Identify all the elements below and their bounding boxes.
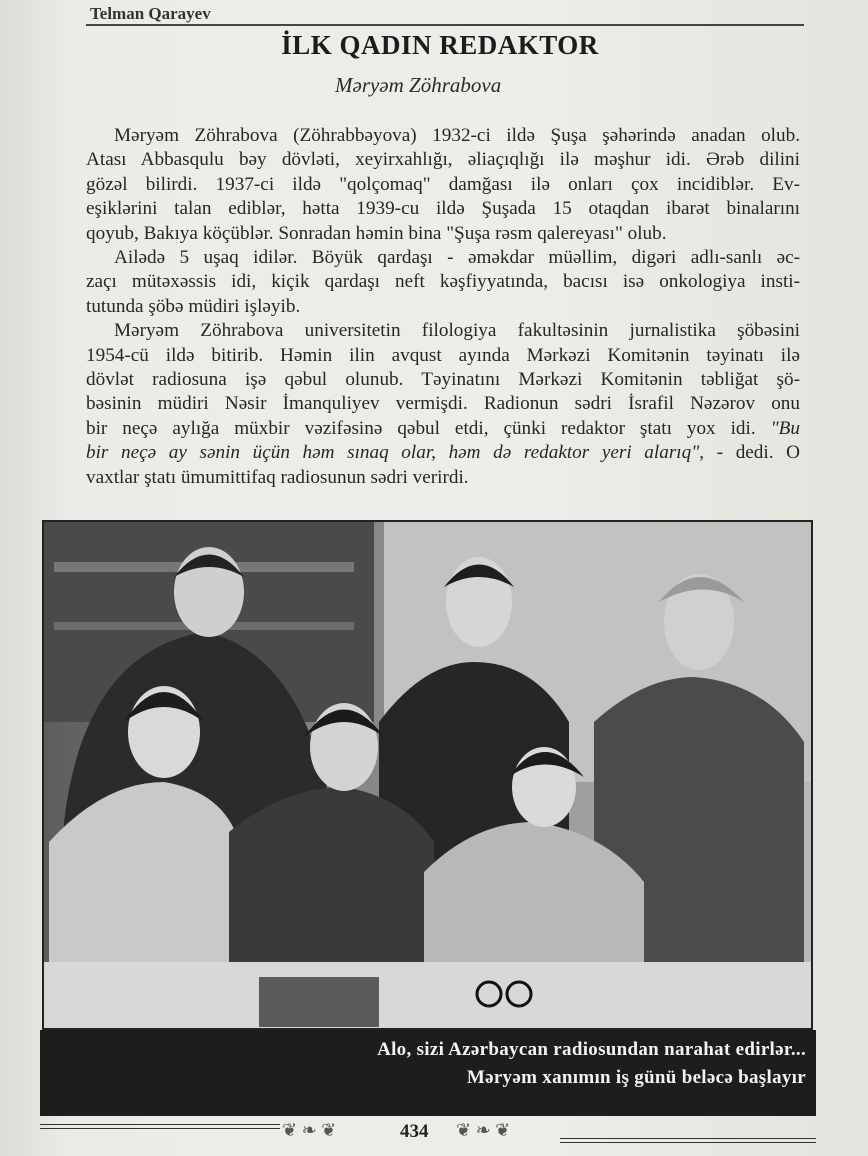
footer-ornament-left: ❦ ❧ ❦ [282,1120,337,1140]
photo-illustration [44,522,813,1030]
body-line [86,222,800,246]
body-text: bir neçə aylığa müxbir vəzifəsinə qəbul etdi, çünki redaktor ştatı yox idi. [86,417,771,439]
body-text: vaxtlar ştatı ümumittifaq radiosunun sədri verirdi. [86,466,469,488]
body-text: , - dedi. O [699,442,801,464]
photo-caption [40,1030,816,1116]
body-text: Ailədə 5 uşaq idilər. Böyük qardaşı - əməkdar müəllim, digəri adlı-sanlı əc- [114,247,800,269]
body-text: dövlət radiosuna işə qəbul olunub. Təyinatını Mərkəzi Komitənin təbliğat şö- [86,369,800,391]
body-line [86,392,800,416]
body-line [86,417,800,441]
article-author: Məryəm Zöhrabova [335,73,502,97]
body-line [86,246,800,270]
article-title: İLK QADIN REDAKTOR [281,30,599,60]
body-line [86,124,800,148]
body-line [86,344,800,368]
body-text: 1954-cü ildə bitirib. Həmin ilin avqust ayında Mərkəzi Komitənin təyinatı ilə [86,344,800,366]
body-line [86,197,800,221]
body-text: gözəl bilirdi. 1937-ci ildə "qolçomaq" damğası ilə onları çox incidiblər. Ev- [86,173,800,195]
header-rule [86,24,804,26]
body-line [86,270,800,294]
body-line [86,148,800,172]
quote-text: bir neçə ay sənin üçün həm sınaq olar, həm də redaktor yeri alarıq" [86,442,700,464]
running-header: Telman Qarayev [90,4,211,23]
caption-line-2: Məryəm xanımın iş günü beləcə başlayır [466,1067,806,1088]
body-line [86,173,800,197]
footer-rule-right [560,1138,816,1143]
body-text: eşiklərini talan ediblər, hətta 1939-cu ildə Şuşada 15 otaqdan ibarət binalarını [86,198,800,220]
body-line [86,319,800,343]
footer-rule-left [40,1124,280,1129]
body-text: Atası Abbasqulu bəy dövləti, xeyirxahlığı, əliaçıqlığı ilə məşhur idi. Ərəb dilini [86,149,800,171]
body-text: Məryəm Zöhrabova universitetin filologiya fakultəsinin jurnalistika şöbəsini [114,320,800,342]
body-line [86,441,800,465]
body-line [86,368,800,392]
caption-line-1: Alo, sizi Azərbaycan radiosundan narahat edirlər... [377,1039,806,1060]
footer-ornament-right: ❦ ❧ ❦ [456,1120,511,1140]
body-line [86,295,800,319]
body-text: Məryəm Zöhrabova (Zöhrabbəyova) 1932-ci ildə Şuşa şəhərində anadan olub. [114,125,800,146]
body-text: tutunda şöbə müdiri işləyib. [86,295,301,317]
article-body [86,124,800,490]
body-text: zaçı mütəxəssis idi, kiçik qardaşı neft kəşfiyyatında, bacısı isə onkologiya insti- [86,271,800,293]
page-number: 434 [400,1121,429,1142]
quote-text: "Bu [770,417,800,439]
group-photo [42,520,813,1030]
body-text: qoyub, Bakıya köçüblər. Sonradan həmin bina "Şuşa rəsm qalereyası" olub. [86,222,667,244]
body-text: bəsinin müdiri Nəsir İmanquliyev vermişdi. Radionun sədri İsrafil Nəzərov onu [86,393,800,415]
body-line [86,466,800,490]
